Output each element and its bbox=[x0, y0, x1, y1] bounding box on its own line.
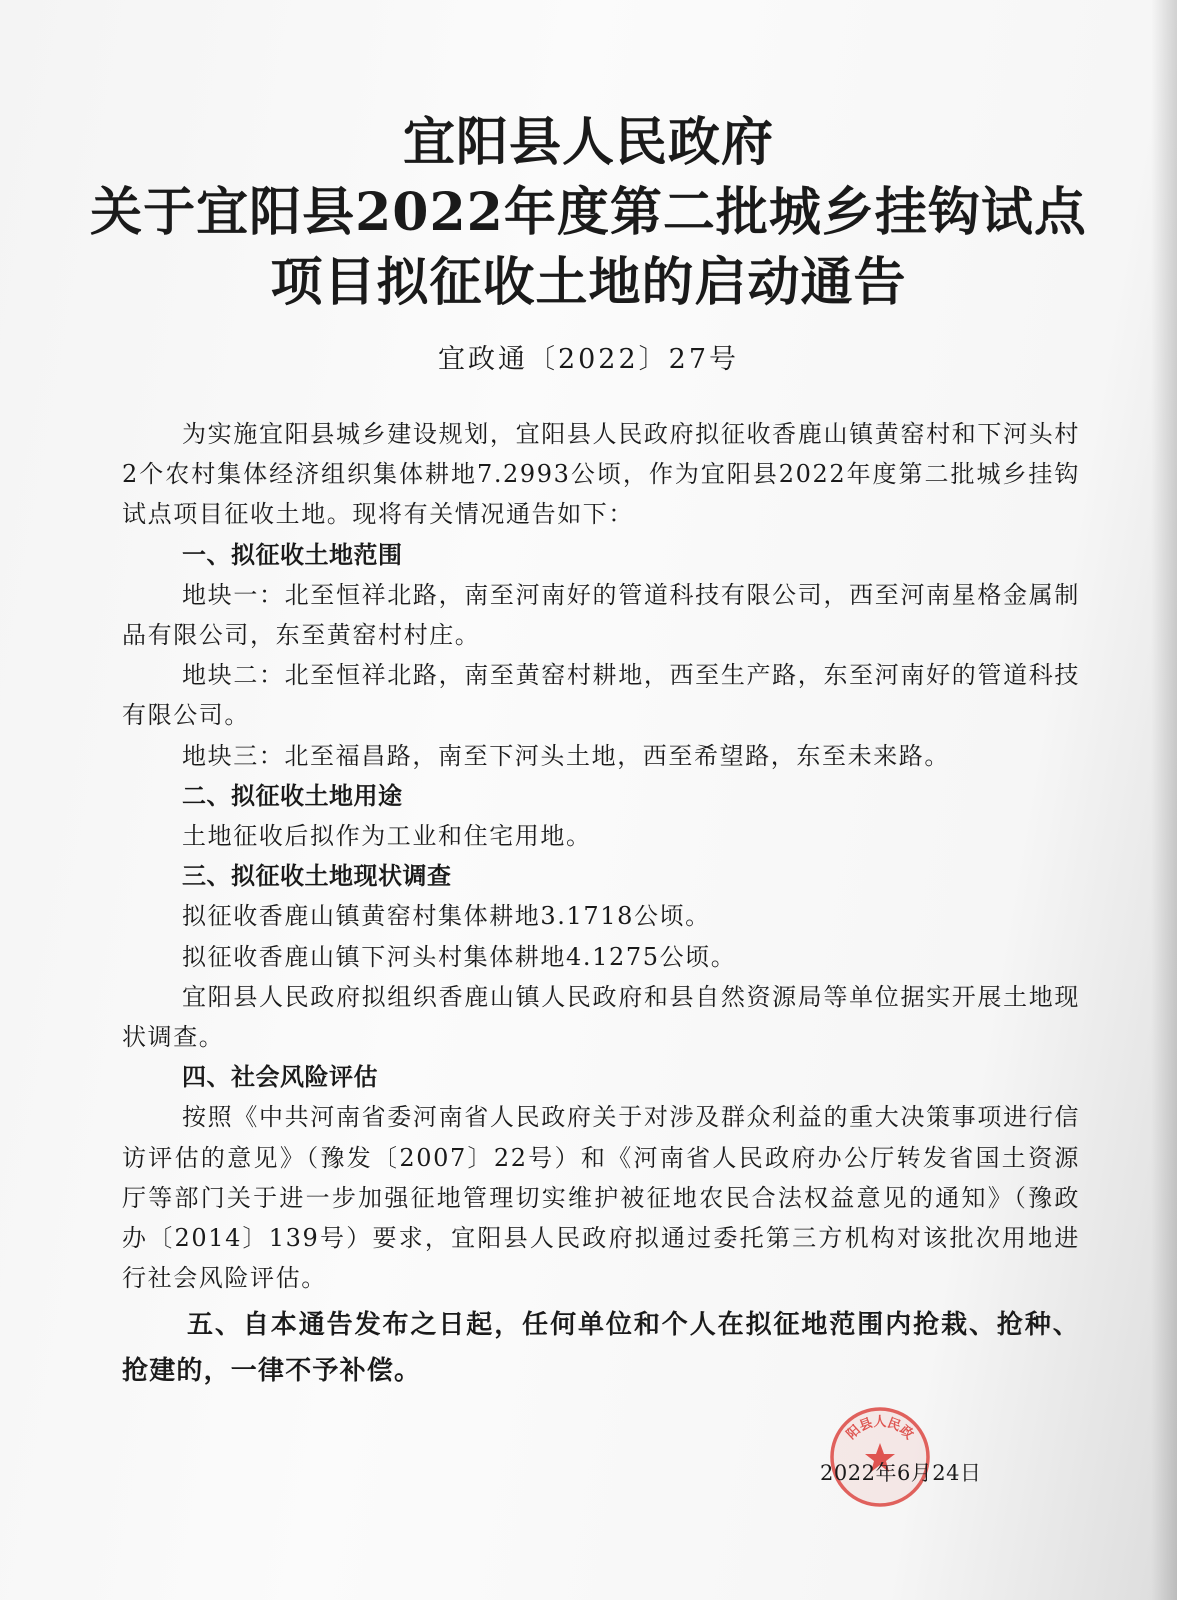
risk-assessment-paragraph: 按照《中共河南省委河南省人民政府关于对涉及群众利益的重大决策事项进行信访评估的意见》（豫发〔2007〕22号）和《河南省人民政府办公厅转发省国土资源厅等部门关于进一步加强征地管理切实维护被征地农民合法权益意见的通知》（豫政办〔2014〕139号）要求，宜阳县人民政府拟通过委托第三方机构对该批次用地进行社会风险评估。 bbox=[122, 1103, 1080, 1293]
official-seal-icon bbox=[828, 1405, 932, 1509]
section-heading-2: 二、拟征收土地用途 bbox=[182, 780, 403, 810]
issue-date: 2022年6月24日 bbox=[820, 1461, 982, 1485]
document-title bbox=[0, 108, 1177, 318]
survey-paragraph-1: 拟征收香鹿山镇黄窑村集体耕地3.1718公顷。 bbox=[182, 902, 711, 931]
document-number: 宜政通〔2022〕27号 bbox=[437, 344, 740, 375]
title-line-2: 关于宜阳县2022年度第二批城乡挂钩试点 bbox=[90, 182, 1087, 243]
land-use-paragraph: 土地征收后拟作为工业和住宅用地。 bbox=[182, 822, 592, 851]
title-line-3: 项目拟征收土地的启动通告 bbox=[270, 252, 907, 313]
survey-paragraph-3: 宜阳县人民政府拟组织香鹿山镇人民政府和县自然资源局等单位据实开展土地现状调查。 bbox=[122, 982, 1080, 1052]
section-heading-4: 四、社会风险评估 bbox=[182, 1062, 378, 1092]
parcel-2-paragraph: 地块二：北至恒祥北路，南至黄窑村耕地，西至生产路，东至河南好的管道科技有限公司。 bbox=[122, 661, 1080, 730]
parcel-3-paragraph: 地块三：北至福昌路，南至下河头土地，西至希望路，东至未来路。 bbox=[182, 741, 950, 770]
title-line-1: 宜阳县人民政府 bbox=[402, 112, 774, 173]
section-5-paragraph: 五、自本通告发布之日起，任何单位和个人在拟征地范围内抢栽、抢种、抢建的，一律不予补偿。 bbox=[122, 1310, 1080, 1387]
seal-text: 阳县人民政 bbox=[844, 1414, 916, 1443]
document-body bbox=[122, 414, 1080, 1394]
parcel-1-paragraph: 地块一：北至恒祥北路，南至河南好的管道科技有限公司，西至河南星格金属制品有限公司，东至黄窑村村庄。 bbox=[122, 580, 1080, 650]
section-heading-3: 三、拟征收土地现状调查 bbox=[182, 861, 452, 891]
intro-paragraph: 为实施宜阳县城乡建设规划，宜阳县人民政府拟征收香鹿山镇黄窑村和下河头村2个农村集体经济组织集体耕地7.2993公顷，作为宜阳县2022年度第二批城乡挂钩试点项目征收土地。现将有关情况通告如下： bbox=[122, 420, 1080, 529]
section-heading-1: 一、拟征收土地范围 bbox=[182, 539, 403, 569]
survey-paragraph-2: 拟征收香鹿山镇下河头村集体耕地4.1275公顷。 bbox=[182, 942, 737, 971]
